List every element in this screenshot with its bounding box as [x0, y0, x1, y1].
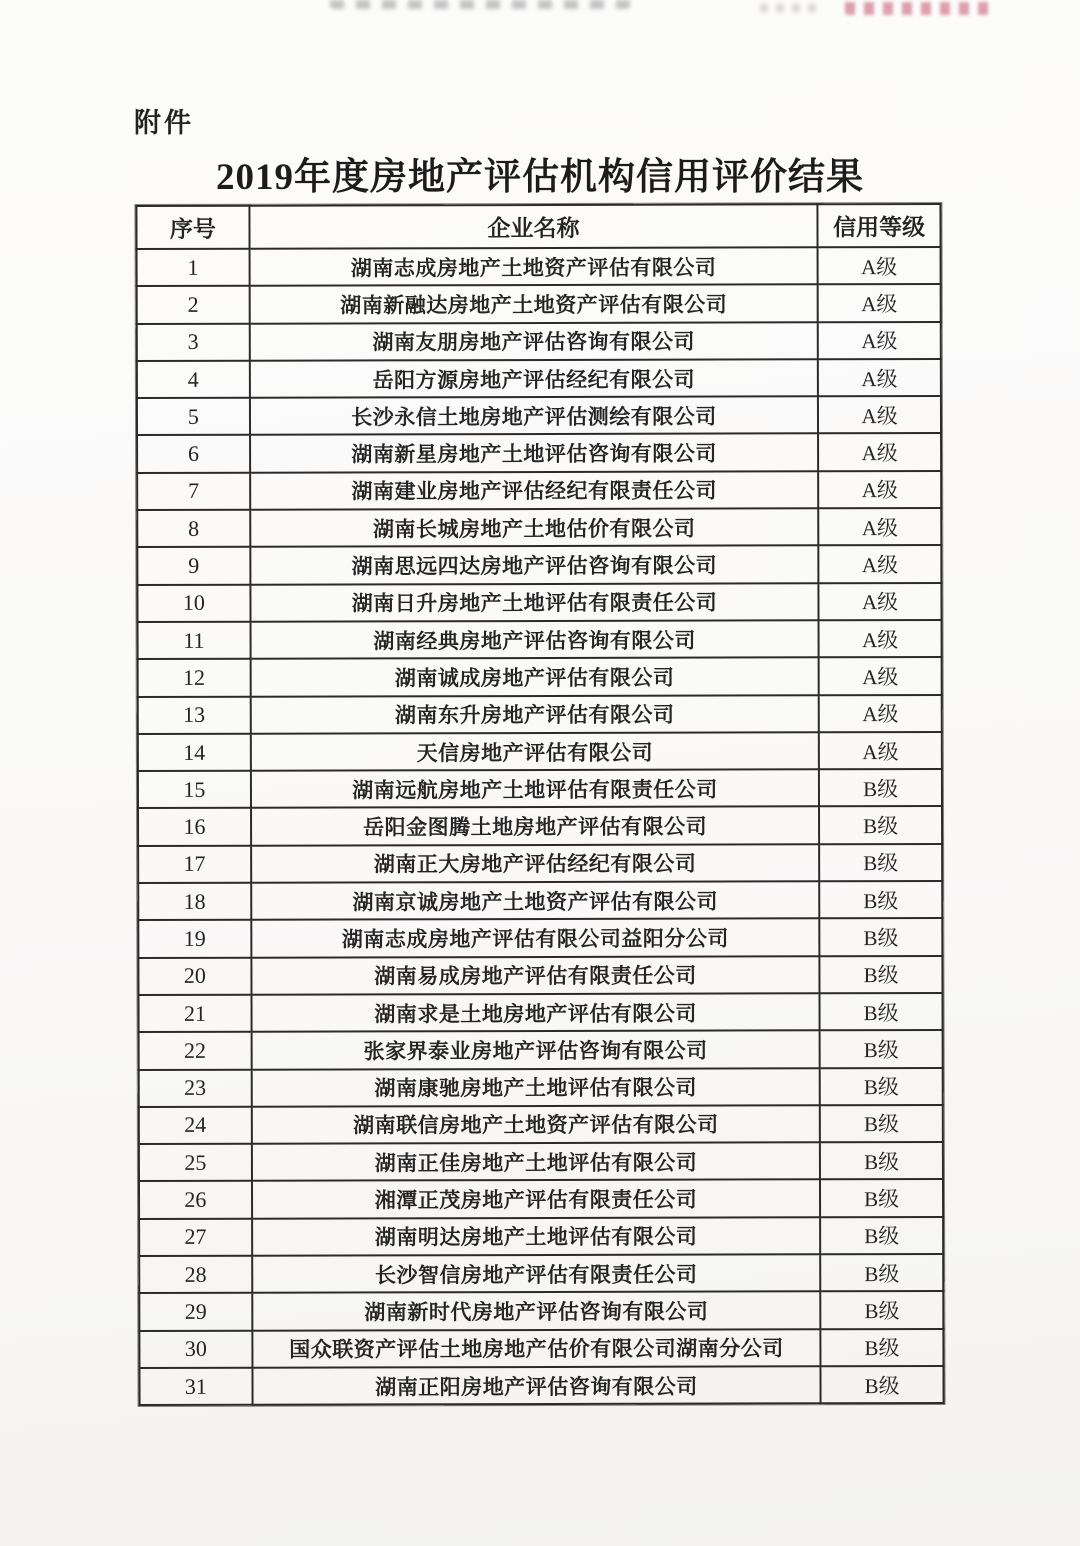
credit-rating: A级: [818, 471, 941, 509]
row-number: 5: [137, 398, 250, 436]
results-table-body: [137, 247, 944, 1405]
credit-rating: B级: [820, 1254, 943, 1292]
table-row: [139, 1329, 943, 1368]
table-row: [137, 247, 941, 286]
company-name: 国众联资产评估土地房地产估价有限公司湖南分公司: [252, 1329, 821, 1368]
company-name: 张家界泰业房地产评估咨询有限公司: [251, 1031, 820, 1070]
company-name: 湖南志成房地产土地资产评估有限公司: [249, 247, 818, 286]
credit-rating: B级: [819, 806, 942, 844]
row-number: 29: [139, 1293, 252, 1331]
table-row: [138, 620, 942, 659]
credit-rating: B级: [819, 881, 942, 919]
credit-rating: B级: [820, 918, 943, 956]
row-number: 22: [139, 1032, 252, 1070]
company-name: 湖南诚成房地产评估有限公司: [250, 658, 819, 697]
credit-rating: B级: [820, 956, 943, 994]
credit-rating: A级: [819, 732, 942, 770]
row-number: 10: [137, 584, 250, 622]
table-row: [138, 806, 942, 845]
row-number: 27: [139, 1218, 252, 1256]
row-number: 4: [137, 361, 250, 399]
credit-rating: A级: [818, 396, 941, 434]
header-cell-no: 序号: [136, 206, 249, 249]
company-name: 湖南京诚房地产土地资产评估有限公司: [251, 881, 820, 920]
table-row: [139, 1291, 943, 1330]
credit-rating: A级: [818, 247, 941, 285]
company-name: 湖南思远四达房地产评估咨询有限公司: [250, 546, 819, 585]
company-name: 湖南正佳房地产土地评估有限公司: [252, 1142, 821, 1181]
credit-rating: A级: [818, 322, 941, 360]
table-row: [137, 508, 941, 547]
company-name: 湖南康驰房地产土地评估有限公司: [251, 1068, 820, 1107]
company-name: 岳阳方源房地产评估经纪有限公司: [250, 359, 819, 398]
table-row: [138, 657, 942, 696]
row-number: 23: [139, 1069, 252, 1107]
row-number: 21: [138, 995, 251, 1033]
credit-rating: B级: [820, 1179, 943, 1217]
header-cell-company: 企业名称: [249, 204, 818, 248]
table-row: [139, 1105, 943, 1144]
company-name: 天信房地产评估有限公司: [251, 732, 820, 771]
company-name: 湖南志成房地产评估有限公司益阳分公司: [251, 919, 820, 958]
row-number: 8: [137, 510, 250, 548]
company-name: 湖南新星房地产土地评估咨询有限公司: [250, 434, 819, 473]
table-row: [139, 1067, 943, 1106]
credit-rating: A级: [819, 583, 942, 621]
credit-rating: A级: [818, 284, 941, 322]
company-name: 湖南远航房地产土地评估有限责任公司: [251, 769, 820, 808]
results-table-container: [135, 203, 944, 1406]
table-row: [138, 918, 942, 957]
row-number: 28: [139, 1256, 252, 1294]
company-name: 长沙智信房地产评估有限责任公司: [252, 1254, 821, 1293]
table-row: [138, 956, 942, 995]
row-number: 26: [139, 1181, 252, 1219]
credit-rating: B级: [820, 1217, 943, 1255]
row-number: 12: [138, 659, 251, 697]
results-table: [135, 203, 944, 1406]
company-name: 湖南建业房地产评估经纪有限责任公司: [250, 471, 819, 510]
table-row: [139, 1030, 943, 1069]
scan-smudge-faint: [760, 4, 820, 12]
credit-rating: A级: [818, 433, 941, 471]
scan-smudge-gray: [330, 0, 630, 9]
company-name: 湖南求是土地房地产评估有限公司: [251, 993, 820, 1032]
table-row: [138, 993, 942, 1032]
credit-rating: B级: [820, 1142, 943, 1180]
credit-rating: A级: [819, 695, 942, 733]
credit-rating: A级: [819, 620, 942, 658]
company-name: 湖南正阳房地产评估咨询有限公司: [252, 1366, 821, 1405]
table-row: [139, 1366, 943, 1405]
company-name: 湖南长城房地产土地估价有限公司: [250, 508, 819, 547]
table-row: [138, 881, 942, 920]
company-name: 湖南新融达房地产土地资产评估有限公司: [249, 285, 818, 324]
credit-rating: B级: [820, 1067, 943, 1105]
table-row: [138, 695, 942, 734]
company-name: 湘潭正茂房地产评估有限责任公司: [252, 1180, 821, 1219]
credit-rating: A级: [819, 545, 942, 583]
header-cell-rating: 信用等级: [818, 204, 941, 247]
table-row: [139, 1217, 943, 1256]
credit-rating: B级: [820, 993, 943, 1031]
table-row: [137, 322, 941, 361]
row-number: 6: [137, 435, 250, 473]
row-number: 24: [139, 1107, 252, 1145]
credit-rating: B级: [821, 1366, 944, 1404]
company-name: 湖南明达房地产土地评估有限公司: [252, 1217, 821, 1256]
table-row: [137, 359, 941, 398]
row-number: 31: [139, 1368, 252, 1406]
row-number: 25: [139, 1144, 252, 1182]
table-row: [138, 732, 942, 771]
credit-rating: A级: [819, 657, 942, 695]
company-name: 湖南友朋房地产评估咨询有限公司: [250, 322, 819, 361]
company-name: 湖南日升房地产土地评估有限责任公司: [250, 583, 819, 622]
credit-rating: B级: [819, 769, 942, 807]
credit-rating: B级: [820, 1105, 943, 1143]
table-row: [138, 769, 942, 808]
company-name: 湖南东升房地产评估有限公司: [250, 695, 819, 734]
row-number: 15: [138, 771, 251, 809]
company-name: 湖南正大房地产评估经纪有限公司: [251, 844, 820, 883]
company-name: 湖南联信房地产土地资产评估有限公司: [252, 1105, 821, 1144]
table-row: [139, 1179, 943, 1218]
row-number: 9: [137, 547, 250, 585]
credit-rating: B级: [820, 1030, 943, 1068]
table-header-row: [136, 204, 940, 249]
page-title: 2019年度房地产评估机构信用评价结果: [216, 157, 864, 198]
row-number: 11: [138, 622, 251, 660]
attachment-label: 附件: [134, 108, 194, 138]
company-name: 湖南新时代房地产评估咨询有限公司: [252, 1292, 821, 1331]
table-row: [137, 284, 941, 323]
company-name: 湖南经典房地产评估咨询有限公司: [250, 620, 819, 659]
table-row: [138, 844, 942, 883]
row-number: 14: [138, 734, 251, 772]
row-number: 30: [139, 1330, 252, 1368]
table-row: [137, 583, 941, 622]
credit-rating: B级: [821, 1291, 944, 1329]
table-row: [139, 1254, 943, 1293]
table-row: [137, 471, 941, 510]
company-name: 湖南易成房地产评估有限责任公司: [251, 956, 820, 995]
credit-rating: A级: [818, 359, 941, 397]
table-row: [137, 545, 941, 584]
table-row: [137, 433, 941, 472]
row-number: 13: [138, 696, 251, 734]
credit-rating: B级: [819, 844, 942, 882]
row-number: 19: [138, 920, 251, 958]
company-name: 岳阳金图腾土地房地产评估有限公司: [251, 807, 820, 846]
table-row: [139, 1142, 943, 1181]
row-number: 2: [137, 286, 250, 324]
company-name: 长沙永信土地房地产评估测绘有限公司: [250, 396, 819, 435]
table-row: [137, 396, 941, 435]
red-ink-artifact: [845, 2, 995, 15]
row-number: 7: [137, 473, 250, 511]
row-number: 16: [138, 808, 251, 846]
row-number: 17: [138, 846, 251, 884]
row-number: 1: [137, 249, 250, 287]
row-number: 18: [138, 883, 251, 921]
credit-rating: B级: [821, 1329, 944, 1367]
row-number: 3: [137, 323, 250, 361]
row-number: 20: [138, 957, 251, 995]
credit-rating: A级: [818, 508, 941, 546]
